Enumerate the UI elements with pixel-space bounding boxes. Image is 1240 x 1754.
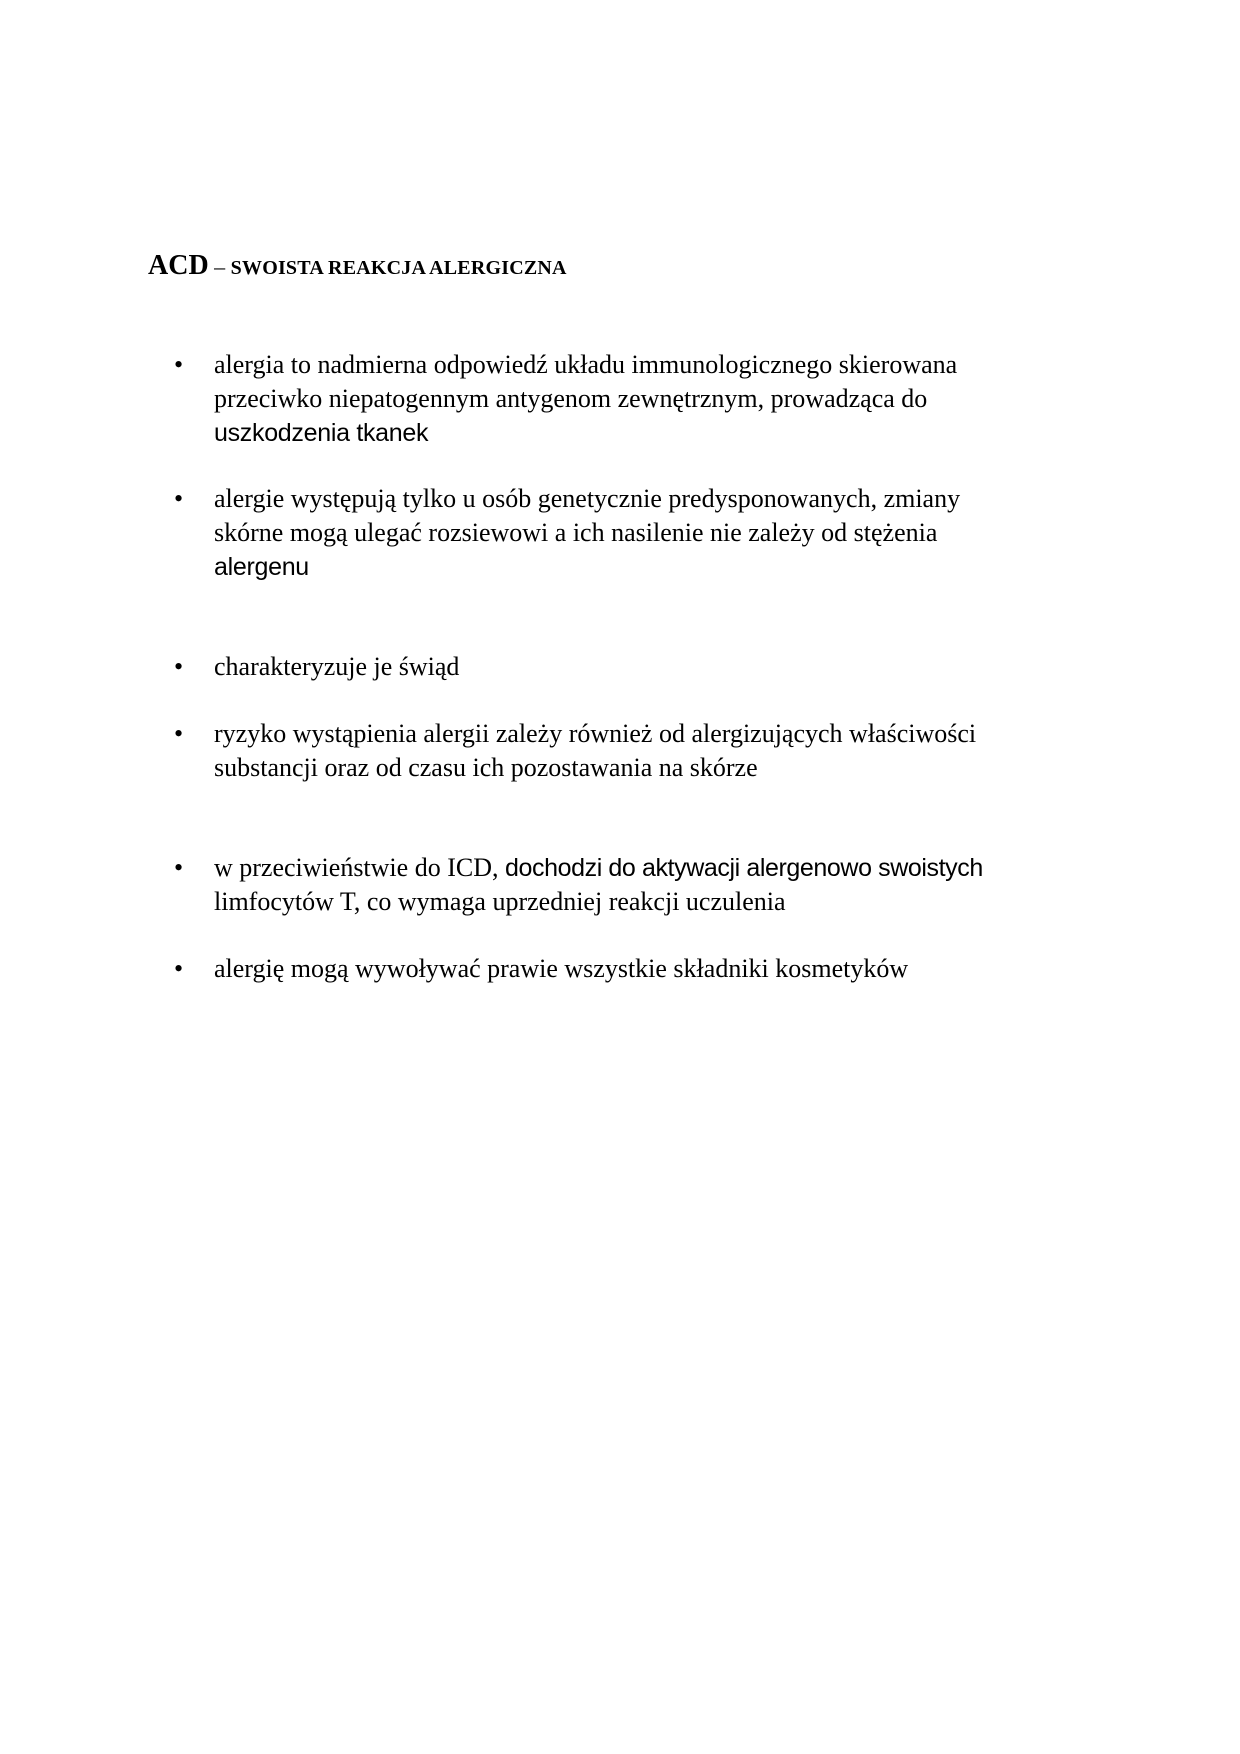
list-item-line: alergie występują tylko u osób genetycznie predysponowanych, zmiany xyxy=(214,484,961,513)
list-item-line-emphasis: uszkodzenia tkanek xyxy=(214,419,429,447)
list-item-line: limfocytów T, co wymaga uprzedniej reakcji uczulenia xyxy=(214,887,786,916)
list-item-line: alergia to nadmierna odpowiedź układu immunologicznego skierowana xyxy=(214,350,958,379)
list-item-line: alergię mogą wywoływać prawie wszystkie składniki kosmetyków xyxy=(214,954,909,983)
list-item-segment-emphasis: dochodzi do aktywacji alergenowo swoistych xyxy=(504,854,983,882)
title-acronym: ACD xyxy=(148,250,209,281)
list-item-text xyxy=(214,348,1114,450)
list-item-line: substancji oraz od czasu ich pozostawania na skórze xyxy=(214,753,758,782)
bullet-icon: • xyxy=(174,652,184,681)
bullet-icon: • xyxy=(174,484,184,513)
title-subtitle: SWOISTA REAKCJA ALERGICZNA xyxy=(230,257,567,279)
bullet-icon: • xyxy=(174,853,184,882)
list-item-text xyxy=(214,952,1114,986)
list-item-line: przeciwko niepatogennym antygenom zewnętrznym, prowadząca do xyxy=(214,384,928,413)
list-item-text xyxy=(214,482,1114,584)
list-item-line-emphasis: alergenu xyxy=(214,553,309,581)
list-item-line: skórne mogą ulegać rozsiewowi a ich nasilenie nie zależy od stężenia xyxy=(214,518,938,547)
bullet-icon: • xyxy=(174,719,184,748)
list-item-line: charakteryzuje je świąd xyxy=(214,652,460,681)
list-item-line-mixed xyxy=(214,851,1114,885)
list-item-text xyxy=(214,851,1114,919)
list-item-text xyxy=(214,717,1114,785)
list-item-segment: w przeciwieństwie do ICD, xyxy=(214,853,505,882)
document-title xyxy=(148,248,567,288)
list-item-text xyxy=(214,650,1114,684)
title-dash: – xyxy=(208,254,231,279)
bullet-icon: • xyxy=(174,350,184,379)
bullet-icon: • xyxy=(174,954,184,983)
list-item-line: ryzyko wystąpienia alergii zależy również od alergizujących właściwości xyxy=(214,719,977,748)
